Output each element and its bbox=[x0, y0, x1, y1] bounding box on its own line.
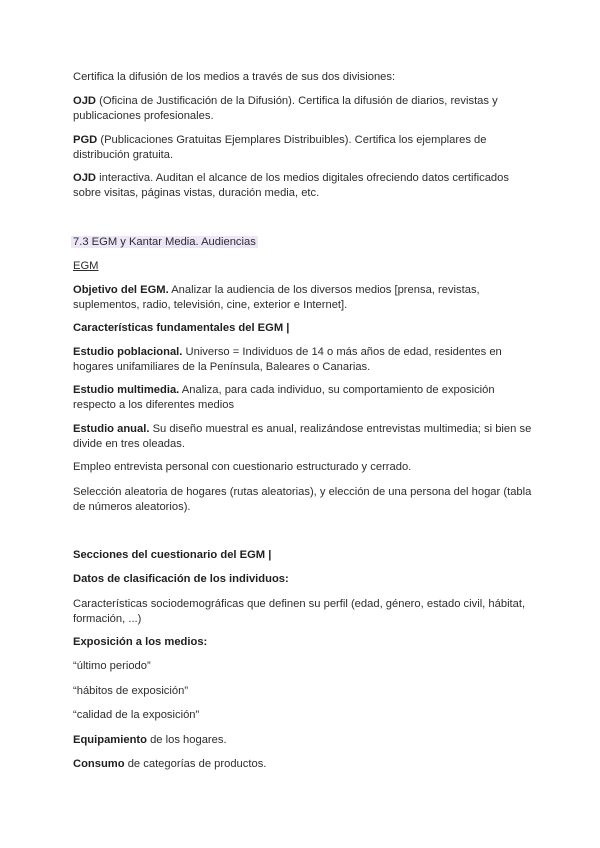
multimedia-label: Estudio multimedia. bbox=[73, 384, 180, 396]
cuestionario-heading-text: Secciones del cuestionario del EGM | bbox=[73, 549, 272, 561]
seleccion-text: Selección aleatoria de hogares (rutas aleatorias), y elección de una persona del hogar (tabla de números aleatorios). bbox=[73, 486, 532, 513]
exposicion-item-1-text: “último periodo” bbox=[73, 660, 151, 672]
exposicion-item-2 bbox=[73, 684, 533, 699]
poblacional-label: Estudio poblacional. bbox=[73, 346, 183, 358]
equipamiento-text: de los hogares. bbox=[146, 734, 227, 746]
anual-text: Su diseño muestral es anual, realizándose entrevistas multimedia; si bien se divide en tres oleadas. bbox=[73, 423, 532, 450]
datos-heading-text: Datos de clasificación de los individuos: bbox=[73, 573, 289, 585]
objetivo-text: Analizar la audiencia de los diversos medios [prensa, revistas, suplementos, radio, televisión, cine, exterior e Internet]. bbox=[73, 284, 480, 311]
ojd-label: OJD bbox=[73, 95, 97, 107]
poblacional-paragraph bbox=[73, 345, 533, 375]
cuestionario-heading bbox=[73, 548, 533, 563]
consumo-label: Consumo bbox=[73, 758, 125, 770]
pgd-paragraph bbox=[73, 133, 533, 163]
empleo-paragraph bbox=[73, 460, 533, 475]
poblacional-text: Universo = Individuos de 14 o más años de edad, residentes en hogares unifamiliares de la Península, Baleares o Canarias. bbox=[73, 346, 502, 373]
section-title-text: 7.3 EGM y Kantar Media. Audiencias bbox=[73, 236, 256, 248]
difusion-intro bbox=[73, 70, 533, 85]
ojd-paragraph bbox=[73, 94, 533, 124]
egm-subtitle-text: EGM bbox=[73, 260, 99, 272]
objetivo-label: Objetivo del EGM. bbox=[73, 284, 169, 296]
seleccion-paragraph bbox=[73, 485, 533, 515]
equipamiento-label: Equipamiento bbox=[73, 734, 147, 746]
pgd-label: PGD bbox=[73, 134, 98, 146]
caracteristicas-heading bbox=[73, 321, 533, 336]
empleo-text: Empleo entrevista personal con cuestionario estructurado y cerrado. bbox=[73, 461, 412, 473]
ojd-interactiva-label: OJD bbox=[73, 172, 97, 184]
exposicion-item-3-text: “calidad de la exposición” bbox=[73, 709, 200, 721]
exposicion-item-2-text: “hábitos de exposición” bbox=[73, 685, 189, 697]
anual-paragraph bbox=[73, 422, 533, 452]
consumo-text: de categorías de productos. bbox=[124, 758, 267, 770]
exposicion-item-1 bbox=[73, 659, 533, 674]
caracteristicas-heading-text: Características fundamentales del EGM | bbox=[73, 322, 290, 334]
exposicion-item-3 bbox=[73, 708, 533, 723]
consumo-paragraph bbox=[73, 757, 533, 772]
multimedia-text: Analiza, para cada individuo, su comportamiento de exposición respecto a los diferentes medios bbox=[73, 384, 495, 411]
equipamiento-paragraph bbox=[73, 733, 533, 748]
datos-text: Características sociodemográficas que definen su perfil (edad, género, estado civil, hábitat, formación, ...) bbox=[73, 598, 526, 625]
ojd-text: (Oficina de Justificación de la Difusión). Certifica la difusión de diarios, revistas y publicaciones profesionales. bbox=[73, 95, 498, 122]
difusion-intro-text: Certifica la difusión de los medios a través de sus dos divisiones: bbox=[73, 71, 396, 83]
exposicion-heading bbox=[73, 635, 533, 650]
anual-label: Estudio anual. bbox=[73, 423, 150, 435]
section-title bbox=[73, 235, 533, 250]
multimedia-paragraph bbox=[73, 383, 533, 413]
objetivo-paragraph bbox=[73, 283, 533, 313]
pgd-text: (Publicaciones Gratuitas Ejemplares Distribuibles). Certifica los ejemplares de distribución gratuita. bbox=[73, 134, 487, 161]
ojd-interactiva-paragraph bbox=[73, 171, 533, 201]
datos-paragraph bbox=[73, 597, 533, 627]
ojd-interactiva-text: interactiva. Auditan el alcance de los medios digitales ofreciendo datos certificados sobre visitas, páginas vistas, duración media, etc. bbox=[73, 172, 509, 199]
exposicion-heading-text: Exposición a los medios: bbox=[73, 636, 208, 648]
egm-subtitle bbox=[73, 259, 533, 274]
datos-heading bbox=[73, 572, 533, 587]
